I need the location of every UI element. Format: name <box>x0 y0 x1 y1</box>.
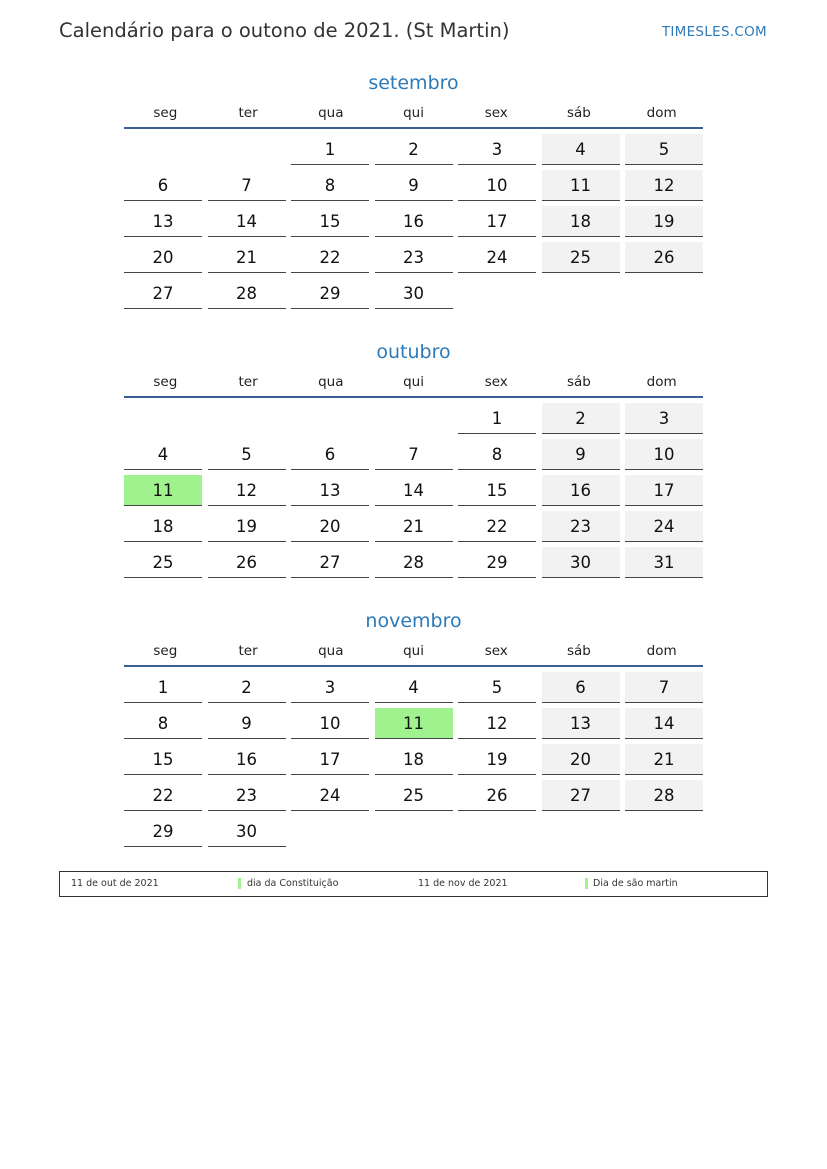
day-cell: 28 <box>375 547 453 578</box>
day-cell: 1 <box>291 134 369 165</box>
page-title: Calendário para o outono de 2021. (St Martin) <box>59 19 510 42</box>
weekday-label: sex <box>484 105 508 121</box>
day-cell: 14 <box>375 475 453 506</box>
weekday-header <box>124 101 703 129</box>
day-cell: 8 <box>124 708 202 739</box>
day-cell: 18 <box>542 206 620 237</box>
day-cell: 14 <box>208 206 286 237</box>
week-row <box>124 439 703 475</box>
site-link[interactable]: TIMESLES.COM <box>661 24 767 40</box>
day-cell: 9 <box>208 708 286 739</box>
day-cell: 21 <box>375 511 453 542</box>
day-cell: 17 <box>458 206 536 237</box>
day-cell: 16 <box>542 475 620 506</box>
weekday-label: qui <box>403 374 424 390</box>
legend-date: 11 de nov de 2021 <box>418 878 508 889</box>
empty-day-cell <box>375 816 453 847</box>
day-cell: 24 <box>625 511 703 542</box>
week-row <box>124 672 703 708</box>
day-cell: 12 <box>458 708 536 739</box>
weekday-label: dom <box>646 643 677 659</box>
day-cell: 30 <box>542 547 620 578</box>
month-calendar <box>124 68 703 314</box>
weekday-label: ter <box>238 374 258 390</box>
day-cell: 29 <box>124 816 202 847</box>
day-cell: 20 <box>542 744 620 775</box>
day-cell: 3 <box>458 134 536 165</box>
weekday-label: dom <box>646 105 677 121</box>
day-cell: 11 <box>542 170 620 201</box>
holiday-marker-icon <box>585 878 588 889</box>
day-cell: 20 <box>124 242 202 273</box>
weekday-label: sáb <box>567 374 591 390</box>
day-cell: 26 <box>458 780 536 811</box>
day-cell: 23 <box>375 242 453 273</box>
day-cell: 7 <box>625 672 703 703</box>
day-cell: 19 <box>458 744 536 775</box>
day-cell: 19 <box>625 206 703 237</box>
day-cell: 23 <box>208 780 286 811</box>
day-cell: 4 <box>375 672 453 703</box>
day-cell: 12 <box>625 170 703 201</box>
day-cell: 23 <box>542 511 620 542</box>
day-cell: 10 <box>291 708 369 739</box>
day-cell: 6 <box>124 170 202 201</box>
day-cell: 3 <box>625 403 703 434</box>
day-cell: 2 <box>375 134 453 165</box>
day-cell: 30 <box>375 278 453 309</box>
day-cell: 14 <box>625 708 703 739</box>
holiday-day-cell: 11 <box>124 475 202 506</box>
week-row <box>124 206 703 242</box>
day-cell: 17 <box>625 475 703 506</box>
day-cell: 22 <box>458 511 536 542</box>
weekday-label: seg <box>153 374 178 390</box>
weekday-label: qui <box>403 105 424 121</box>
month-calendar <box>124 606 703 852</box>
day-cell: 30 <box>208 816 286 847</box>
empty-day-cell <box>208 403 286 434</box>
day-cell: 27 <box>542 780 620 811</box>
weekday-label: sáb <box>567 105 591 121</box>
day-cell: 12 <box>208 475 286 506</box>
holiday-day-cell: 11 <box>375 708 453 739</box>
day-cell: 26 <box>208 547 286 578</box>
day-cell: 29 <box>291 278 369 309</box>
empty-day-cell <box>291 816 369 847</box>
day-cell: 15 <box>291 206 369 237</box>
week-row <box>124 780 703 816</box>
empty-day-cell <box>625 816 703 847</box>
day-cell: 7 <box>208 170 286 201</box>
weekday-header <box>124 639 703 667</box>
day-cell: 28 <box>208 278 286 309</box>
day-cell: 25 <box>375 780 453 811</box>
day-cell: 10 <box>458 170 536 201</box>
day-cell: 10 <box>625 439 703 470</box>
day-cell: 2 <box>208 672 286 703</box>
day-cell: 2 <box>542 403 620 434</box>
weekday-label: sex <box>484 374 508 390</box>
day-cell: 13 <box>542 708 620 739</box>
week-row <box>124 547 703 583</box>
day-cell: 5 <box>458 672 536 703</box>
empty-day-cell <box>542 816 620 847</box>
weekday-label: seg <box>153 105 178 121</box>
day-cell: 21 <box>208 242 286 273</box>
day-cell: 17 <box>291 744 369 775</box>
day-cell: 31 <box>625 547 703 578</box>
month-title: setembro <box>368 72 459 94</box>
day-cell: 24 <box>291 780 369 811</box>
day-cell: 5 <box>208 439 286 470</box>
empty-day-cell <box>458 278 536 309</box>
day-cell: 25 <box>542 242 620 273</box>
day-cell: 18 <box>375 744 453 775</box>
week-row <box>124 744 703 780</box>
legend-holiday-name: dia da Constituição <box>247 878 339 889</box>
day-cell: 20 <box>291 511 369 542</box>
weekday-label: sex <box>484 643 508 659</box>
day-cell: 4 <box>542 134 620 165</box>
empty-day-cell <box>124 403 202 434</box>
empty-day-cell <box>375 403 453 434</box>
day-cell: 29 <box>458 547 536 578</box>
weekday-label: qui <box>403 643 424 659</box>
legend-date: 11 de out de 2021 <box>71 878 159 889</box>
day-cell: 6 <box>542 672 620 703</box>
week-row <box>124 511 703 547</box>
week-row <box>124 278 703 314</box>
weekday-label: qua <box>318 105 344 121</box>
empty-day-cell <box>625 278 703 309</box>
weekday-label: sáb <box>567 643 591 659</box>
week-row <box>124 816 703 852</box>
month-title: outubro <box>376 341 451 363</box>
day-cell: 5 <box>625 134 703 165</box>
weekday-label: ter <box>238 105 258 121</box>
day-cell: 26 <box>625 242 703 273</box>
weekday-label: qua <box>318 643 344 659</box>
day-cell: 1 <box>458 403 536 434</box>
weekday-label: ter <box>238 643 258 659</box>
empty-day-cell <box>542 278 620 309</box>
weekday-label: qua <box>318 374 344 390</box>
day-cell: 4 <box>124 439 202 470</box>
day-cell: 27 <box>124 278 202 309</box>
day-cell: 13 <box>291 475 369 506</box>
day-cell: 8 <box>291 170 369 201</box>
day-cell: 16 <box>375 206 453 237</box>
day-cell: 21 <box>625 744 703 775</box>
empty-day-cell <box>458 816 536 847</box>
day-cell: 25 <box>124 547 202 578</box>
day-cell: 13 <box>124 206 202 237</box>
day-cell: 8 <box>458 439 536 470</box>
day-cell: 6 <box>291 439 369 470</box>
day-cell: 19 <box>208 511 286 542</box>
empty-day-cell <box>208 134 286 165</box>
empty-day-cell <box>124 134 202 165</box>
week-row <box>124 403 703 439</box>
week-row <box>124 242 703 278</box>
day-cell: 9 <box>375 170 453 201</box>
day-cell: 22 <box>124 780 202 811</box>
day-cell: 15 <box>124 744 202 775</box>
day-cell: 9 <box>542 439 620 470</box>
legend-holiday-name: Dia de são martin <box>593 878 678 889</box>
week-row <box>124 475 703 511</box>
week-row <box>124 708 703 744</box>
day-cell: 27 <box>291 547 369 578</box>
week-row <box>124 134 703 170</box>
day-cell: 18 <box>124 511 202 542</box>
weekday-label: seg <box>153 643 178 659</box>
day-cell: 28 <box>625 780 703 811</box>
week-row <box>124 170 703 206</box>
day-cell: 22 <box>291 242 369 273</box>
day-cell: 1 <box>124 672 202 703</box>
holiday-legend <box>59 871 768 897</box>
day-cell: 16 <box>208 744 286 775</box>
day-cell: 24 <box>458 242 536 273</box>
month-calendar <box>124 337 703 583</box>
day-cell: 7 <box>375 439 453 470</box>
day-cell: 3 <box>291 672 369 703</box>
day-cell: 15 <box>458 475 536 506</box>
holiday-marker-icon <box>238 878 241 889</box>
month-title: novembro <box>365 610 462 632</box>
weekday-label: dom <box>646 374 677 390</box>
empty-day-cell <box>291 403 369 434</box>
weekday-header <box>124 370 703 398</box>
